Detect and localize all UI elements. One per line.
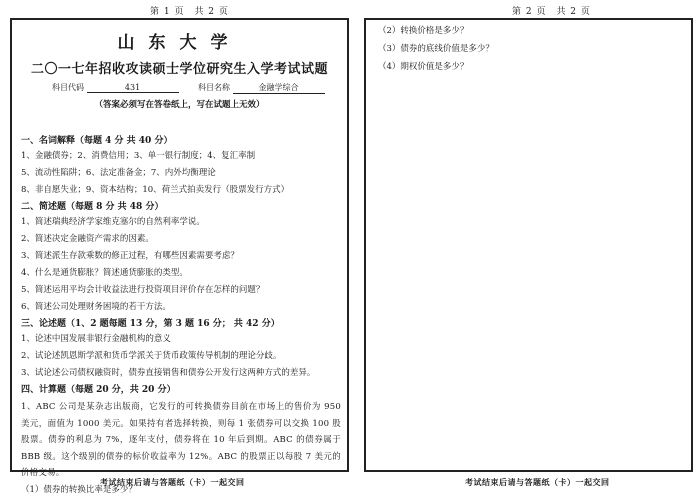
page-header-left: 第 1 页 共 2 页 [150,7,229,17]
exam-title: 二〇一七年招收攻读硕士学位研究生入学考试试题 [30,62,328,77]
question-line: 6、简述公司处理财务困境的若干方法。 [21,302,171,312]
page-header-right: 第 2 页 共 2 页 [512,7,591,17]
page-footer-left: 考试结束后请与答题纸（卡）一起交回 [100,477,245,487]
section-heading: 四、计算题（每题 20 分，共 20 分） [21,385,176,395]
question-line: 3、试论述公司债权融资时，债券直接销售和债券公开发行这两种方式的差异。 [21,368,316,378]
question-line: （4）期权价值是多少？ [378,62,469,72]
exam-page-2 [364,18,693,472]
subject-name-value: 金融学综合 [233,82,325,94]
question-line: 5、简述运用平均会计收益法进行投资项目评价存在怎样的问题？ [21,285,265,295]
section-heading: 一、名词解释（每题 4 分 共 40 分） [21,136,173,146]
question-line: 3、简述派生存款乘数的修正过程，有哪些因素需要考虑？ [21,251,239,261]
answer-notice: （答案必须写在答卷纸上，写在试题上无效） [94,100,265,110]
question-line: 1、金融债券；2、消费信用；3、单一银行制度；4、复汇率制 [21,151,256,161]
subject-code-value: 431 [87,83,179,93]
question-line: （1）债券的转换比率是多少？ [21,484,137,495]
subject-name-row [198,82,325,94]
university-name: 山东大学 [117,33,242,53]
section-heading: 二、简述题（每题 8 分 共 48 分） [21,202,164,212]
section-heading: 三、论述题（1、2 题每题 13 分，第 3 题 16 分； 共 42 分） [21,319,280,329]
calculation-paragraph: 1、ABC 公司是某杂志出版商，它发行的可转换债券目前在市场上的售价为 950 美元，面值为 1000 美元。如果持有者选择转换，则每 1 张债券可以交换 100 股股票。债券的利息为 7%，逐年支付，债券将在 10 年后到期。ABC 的债券属于 BBB 级。这个级别的债券的标价收益率为 12%。ABC 的股票正以每股 7 美元的价格交易。 [21,402,341,478]
question-line: 4、什么是通货膨胀？简述通货膨胀的类型。 [21,268,188,278]
question-line: 2、试论述凯恩斯学派和货币学派关于货币政策传导机制的理论分歧。 [21,351,282,361]
question-line: 1、简述瑞典经济学家维克塞尔的自然利率学说。 [21,217,205,227]
question-line: 5、流动性陷阱；6、法定准备金；7、内外均衡理论 [21,168,216,178]
page-footer-right: 考试结束后请与答题纸（卡）一起交回 [465,477,610,487]
subject-code-row [52,82,179,93]
question-content [21,132,341,496]
subject-name-label: 科目名称 [198,83,230,92]
question-line: （3）债券的底线价值是多少？ [378,44,494,54]
question-content-continued [378,24,494,78]
question-line: 1、论述中国发展非银行金融机构的意义 [21,334,171,344]
question-line: 8、非自愿失业；9、资本结构；10、荷兰式拍卖发行（股票发行方式） [21,185,290,195]
question-line: （2）转换价格是多少？ [378,26,469,36]
subject-code-label: 科目代码 [52,83,84,92]
question-line: 2、简述决定金融资产需求的因素。 [21,234,154,244]
